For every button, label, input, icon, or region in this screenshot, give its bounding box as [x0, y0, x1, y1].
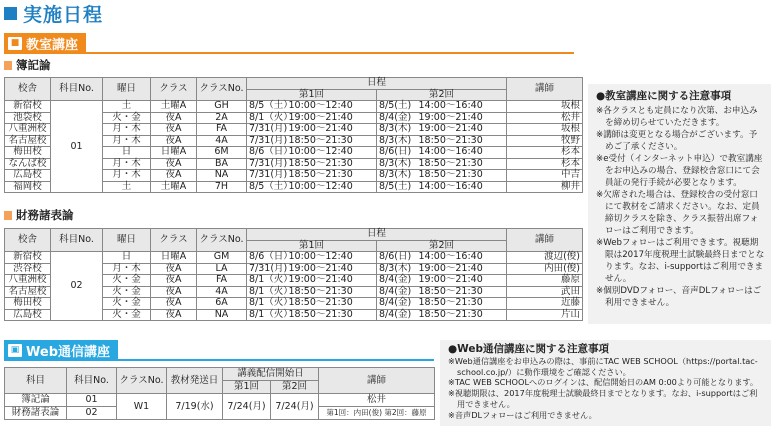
- class-no-cell: 4A: [197, 135, 247, 147]
- weekday-cell: 火・金: [103, 309, 151, 321]
- weekday-cell: 火・金: [103, 298, 151, 310]
- second-time-cell: 19:00～21:40: [417, 112, 507, 124]
- web-start1-cell: 7/24(月): [223, 394, 271, 420]
- web-header-class-no: クラスNo.: [117, 368, 167, 394]
- boki-schedule-table: [4, 77, 583, 193]
- web-notes-list: [448, 356, 765, 421]
- web-tab: ▣ Web通信講座: [4, 340, 118, 360]
- weekday-cell: 火・金: [103, 275, 151, 287]
- instructor-cell: 武田: [507, 286, 583, 298]
- second-time-cell: 14:00～16:40: [417, 147, 507, 159]
- classroom-tab-rule: [4, 52, 574, 54]
- first-date-cell: 8/1（火）: [247, 275, 287, 287]
- second-date-cell: 8/3(木): [377, 170, 417, 182]
- first-date-cell: 8/5（土）: [247, 181, 287, 193]
- second-time-cell: 18:50～21:30: [417, 309, 507, 321]
- header-second: 第2回: [377, 240, 507, 252]
- classroom-notes-box: [588, 84, 771, 324]
- class-no-cell: 4A: [197, 286, 247, 298]
- instructor-cell: 杉本: [507, 147, 583, 159]
- note-item: ※Web通信講座をお申込みの際は、事前にTAC WEB SCHOOL（https://portal.tac-school.co.jp/）に動作環境をご確認ください。: [448, 355, 758, 377]
- school-cell: 広島校: [5, 170, 51, 182]
- web-class-no-cell: W1: [117, 394, 167, 420]
- first-time-cell: 18:50～21:30: [287, 309, 377, 321]
- instructor-cell: 中吉: [507, 170, 583, 182]
- web-notes-title: ●Web通信講座に関する注意事項: [448, 343, 610, 355]
- web-header-shipping: 教材発送日: [167, 368, 223, 394]
- classroom-icon: ■: [8, 37, 22, 50]
- web-instructor-cell: 松井: [319, 394, 435, 407]
- class-cell: 夜A: [151, 275, 197, 287]
- web-schedule-table: [4, 367, 435, 420]
- classroom-notes-title: ●教室講座に関する注意事項: [596, 90, 732, 102]
- first-date-cell: 7/31(月): [247, 170, 287, 182]
- first-time-cell: 18:50～21:30: [287, 298, 377, 310]
- web-subject-no-cell: 02: [67, 407, 117, 420]
- web-header-first: 第1回: [223, 381, 271, 394]
- second-date-cell: 8/3(木): [377, 135, 417, 147]
- class-no-cell: BA: [197, 158, 247, 170]
- title-square-icon: [4, 7, 17, 20]
- second-date-cell: 8/3(木): [377, 263, 417, 275]
- note-item: ※音声DLフォローはご利用できません。: [448, 409, 597, 420]
- page-title: 実施日程: [4, 2, 103, 24]
- second-date-cell: 8/5(土): [377, 181, 417, 193]
- web-instructor-cell: 第1回：内田(俊) 第2回：藤原: [319, 407, 435, 420]
- zaimu-schedule-table: [4, 228, 583, 321]
- first-time-cell: 10:00～12:40: [287, 181, 377, 193]
- second-date-cell: 8/4(金): [377, 275, 417, 287]
- header-school: 校舎: [5, 78, 51, 101]
- second-time-cell: 14:00～16:40: [417, 101, 507, 113]
- header-class-no: クラスNo.: [197, 78, 247, 101]
- second-date-cell: 8/4(金): [377, 298, 417, 310]
- class-no-cell: NA: [197, 309, 247, 321]
- instructor-cell: 内田(俊): [507, 263, 583, 275]
- class-no-cell: GM: [197, 252, 247, 264]
- class-cell: 夜A: [151, 263, 197, 275]
- weekday-cell: 土: [103, 101, 151, 113]
- header-subject-no: 科目No.: [51, 229, 103, 252]
- second-date-cell: 8/6(日): [377, 252, 417, 264]
- boki-section-label: 簿記論: [4, 58, 51, 72]
- classroom-notes-list: [596, 105, 765, 309]
- second-time-cell: 14:00～16:40: [417, 252, 507, 264]
- note-item: ※各クラスとも定員になり次第、お申込みを締め切らせていただきます。: [596, 106, 758, 128]
- second-time-cell: 18:50～21:30: [417, 158, 507, 170]
- classroom-tab: ■ 教室講座: [4, 33, 86, 53]
- weekday-cell: 土: [103, 181, 151, 193]
- school-cell: なんば校: [5, 158, 51, 170]
- web-subject-cell: 簿記論: [5, 394, 67, 407]
- second-time-cell: 18:50～21:30: [417, 170, 507, 182]
- class-no-cell: 6A: [197, 298, 247, 310]
- school-cell: 名古屋校: [5, 135, 51, 147]
- class-no-cell: FA: [197, 124, 247, 136]
- instructor-cell: 杉本: [507, 158, 583, 170]
- second-date-cell: 8/3(木): [377, 124, 417, 136]
- instructor-cell: 藤原: [507, 275, 583, 287]
- web-tab-rule: [4, 359, 434, 361]
- class-no-cell: LA: [197, 263, 247, 275]
- class-cell: 夜A: [151, 298, 197, 310]
- class-cell: 夜A: [151, 309, 197, 321]
- class-no-cell: 6M: [197, 147, 247, 159]
- first-date-cell: 8/1（火）: [247, 286, 287, 298]
- second-time-cell: 18:50～21:30: [417, 298, 507, 310]
- header-second: 第2回: [377, 89, 507, 101]
- second-date-cell: 8/6(日): [377, 147, 417, 159]
- first-date-cell: 8/5（土）: [247, 101, 287, 113]
- instructor-cell: 片山: [507, 309, 583, 321]
- second-time-cell: 18:50～21:30: [417, 135, 507, 147]
- weekday-cell: 日: [103, 147, 151, 159]
- first-date-cell: 8/1（火）: [247, 309, 287, 321]
- header-class-no: クラスNo.: [197, 229, 247, 252]
- table-row: [5, 252, 583, 264]
- school-cell: 新宿校: [5, 101, 51, 113]
- note-item: ※視聴期限は、2017年度税理士試験最終日までとなります。なお、i-supportはご利用できません。: [448, 388, 758, 409]
- instructor-cell: 坂根: [507, 124, 583, 136]
- first-date-cell: 8/1（火）: [247, 298, 287, 310]
- instructor-cell: 渡辺(俊): [507, 252, 583, 264]
- second-time-cell: 19:00～21:40: [417, 275, 507, 287]
- header-instructor: 講師: [507, 229, 583, 252]
- class-no-cell: 2A: [197, 112, 247, 124]
- web-header-instructor: 講師: [319, 368, 435, 394]
- web-course-icon: ▣: [8, 344, 22, 357]
- second-date-cell: 8/5(土): [377, 101, 417, 113]
- school-cell: 渋谷校: [5, 263, 51, 275]
- school-cell: 梅田校: [5, 298, 51, 310]
- web-header-start: 講義配信開始日: [223, 368, 319, 381]
- weekday-cell: 日: [103, 252, 151, 264]
- first-time-cell: 10:00～12:40: [287, 252, 377, 264]
- table-row: [5, 394, 435, 407]
- section-square-icon: [4, 61, 12, 70]
- header-schedule: 日程: [247, 78, 507, 90]
- first-time-cell: 18:50～21:30: [287, 158, 377, 170]
- header-class: クラス: [151, 229, 197, 252]
- boki-table-body: [5, 101, 583, 193]
- subject-no-cell: 02: [51, 252, 103, 321]
- first-time-cell: 10:00～12:40: [287, 147, 377, 159]
- web-header-subject: 科目: [5, 368, 67, 394]
- first-date-cell: 8/6（日）: [247, 147, 287, 159]
- class-no-cell: NA: [197, 170, 247, 182]
- second-time-cell: 14:00～16:40: [417, 181, 507, 193]
- first-time-cell: 18:50～21:30: [287, 135, 377, 147]
- note-item: ※欠席された場合は、登録校舎の受付窓口にて教材をご請求ください。なお、定員締切クラスを除き、クラス振替出席フォローはご利用できます。: [596, 190, 760, 236]
- first-date-cell: 7/31(月): [247, 124, 287, 136]
- header-first: 第1回: [247, 89, 377, 101]
- web-header-second: 第2回: [271, 381, 319, 394]
- instructor-cell: 柳井: [507, 181, 583, 193]
- first-time-cell: 19:00～21:40: [287, 275, 377, 287]
- zaimu-section-label: 財務諸表論: [4, 208, 74, 222]
- header-first: 第1回: [247, 240, 377, 252]
- first-time-cell: 18:50～21:30: [287, 286, 377, 298]
- weekday-cell: 火・金: [103, 286, 151, 298]
- weekday-cell: 火・金: [103, 112, 151, 124]
- header-schedule: 日程: [247, 229, 507, 241]
- zaimu-table-body: [5, 252, 583, 321]
- school-cell: 梅田校: [5, 147, 51, 159]
- class-cell: 日曜A: [151, 252, 197, 264]
- header-class: クラス: [151, 78, 197, 101]
- class-cell: 日曜A: [151, 147, 197, 159]
- first-time-cell: 10:00～12:40: [287, 101, 377, 113]
- second-date-cell: 8/4(金): [377, 112, 417, 124]
- instructor-cell: 牧野: [507, 135, 583, 147]
- school-cell: 名古屋校: [5, 286, 51, 298]
- table-row: [5, 101, 583, 113]
- note-item: ※e受付（インターネット申込）で教室講座をお申込みの場合、登録校舎窓口にて会員証の発行手続が必要となります。: [596, 154, 763, 188]
- section-square-icon: [4, 211, 12, 220]
- school-cell: 池袋校: [5, 112, 51, 124]
- weekday-cell: 月・木: [103, 170, 151, 182]
- instructor-cell: 松井: [507, 112, 583, 124]
- school-cell: 新宿校: [5, 252, 51, 264]
- class-cell: 夜A: [151, 170, 197, 182]
- weekday-cell: 月・木: [103, 158, 151, 170]
- note-item: ※個別DVDフォロー、音声DLフォローはご利用できません。: [596, 286, 762, 308]
- class-no-cell: GH: [197, 101, 247, 113]
- web-subject-no-cell: 01: [67, 394, 117, 407]
- class-cell: 土曜A: [151, 101, 197, 113]
- second-date-cell: 8/4(金): [377, 286, 417, 298]
- school-cell: 福岡校: [5, 181, 51, 193]
- class-cell: 夜A: [151, 158, 197, 170]
- header-weekday: 曜日: [103, 229, 151, 252]
- first-time-cell: 19:00～21:40: [287, 124, 377, 136]
- web-notes-box: [440, 340, 771, 426]
- class-cell: 夜A: [151, 135, 197, 147]
- instructor-cell: 坂根: [507, 101, 583, 113]
- first-time-cell: 19:00～21:40: [287, 112, 377, 124]
- first-time-cell: 18:50～21:30: [287, 170, 377, 182]
- instructor-cell: 近藤: [507, 298, 583, 310]
- class-no-cell: 7H: [197, 181, 247, 193]
- header-instructor: 講師: [507, 78, 583, 101]
- note-item: ※TAC WEB SCHOOLへのログインは、配信開始日のAM 0:00より可能となります。: [448, 377, 759, 388]
- weekday-cell: 月・木: [103, 124, 151, 136]
- second-time-cell: 19:00～21:40: [417, 263, 507, 275]
- first-date-cell: 7/31(月): [247, 135, 287, 147]
- second-time-cell: 19:00～21:40: [417, 124, 507, 136]
- subject-no-cell: 01: [51, 101, 103, 193]
- weekday-cell: 月・木: [103, 135, 151, 147]
- web-shipping-cell: 7/19(水): [167, 394, 223, 420]
- first-date-cell: 8/6（日）: [247, 252, 287, 264]
- header-weekday: 曜日: [103, 78, 151, 101]
- school-cell: 広島校: [5, 309, 51, 321]
- class-cell: 夜A: [151, 112, 197, 124]
- first-date-cell: 7/31(月): [247, 158, 287, 170]
- weekday-cell: 月・木: [103, 263, 151, 275]
- school-cell: 八重洲校: [5, 275, 51, 287]
- class-cell: 夜A: [151, 124, 197, 136]
- first-date-cell: 8/1（火）: [247, 112, 287, 124]
- class-cell: 夜A: [151, 286, 197, 298]
- note-item: ※講師は変更となる場合がございます。予めご了承ください。: [596, 130, 758, 152]
- second-time-cell: 18:50～21:30: [417, 286, 507, 298]
- school-cell: 八重洲校: [5, 124, 51, 136]
- header-subject-no: 科目No.: [51, 78, 103, 101]
- web-header-subject-no: 科目No.: [67, 368, 117, 394]
- note-item: ※Webフォローはご利用できます。視聴期限は2017年度税理士試験最終日までとなります。なお、i-supportはご利用できません。: [596, 238, 765, 284]
- first-date-cell: 7/31(月): [247, 263, 287, 275]
- web-start2-cell: 7/24(月): [271, 394, 319, 420]
- class-cell: 土曜A: [151, 181, 197, 193]
- first-time-cell: 19:00～21:40: [287, 263, 377, 275]
- second-date-cell: 8/3(木): [377, 158, 417, 170]
- header-school: 校舎: [5, 229, 51, 252]
- second-date-cell: 8/4(金): [377, 309, 417, 321]
- web-subject-cell: 財務諸表論: [5, 407, 67, 420]
- class-no-cell: FA: [197, 275, 247, 287]
